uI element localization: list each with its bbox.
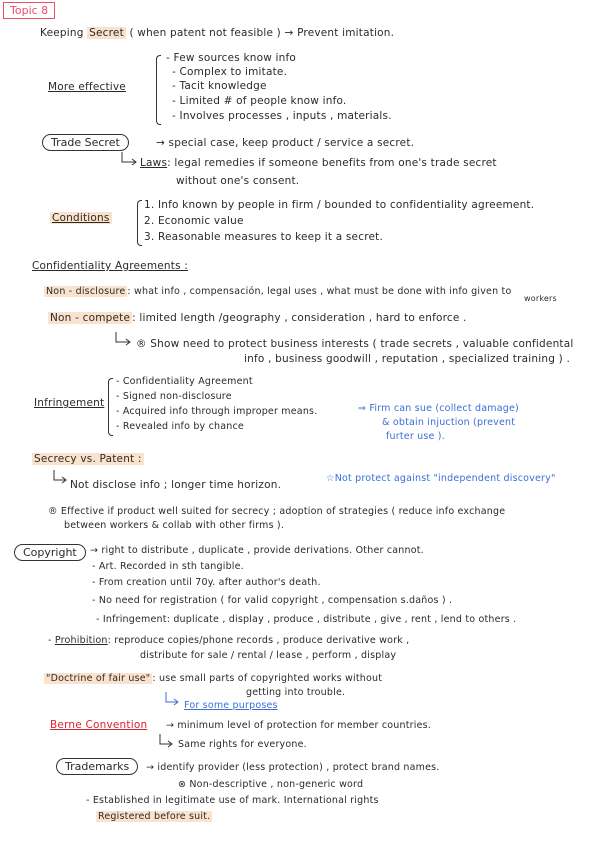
- condition-item: 3. Reasonable measures to keep it a secret.: [144, 231, 383, 243]
- laws-text-2: without one's consent.: [176, 175, 300, 187]
- topic-label: Topic 8: [3, 2, 55, 19]
- keeping-line: [40, 28, 394, 40]
- show-text: ® Show need to protect business interests ( trade secrets , valuable confidental: [136, 338, 574, 350]
- copyright-item: → right to distribute , duplicate , provide derivations. Other cannot.: [90, 545, 424, 556]
- show-text-2: info , business goodwill , reputation , specialized training ) .: [244, 353, 570, 365]
- fair-use-line-2: getting into trouble.: [246, 687, 346, 698]
- nondisclosure-text: : what info , compensación, legal uses , what must be done with info given to: [127, 286, 512, 297]
- secrecy-label: Secrecy vs. Patent :: [34, 453, 142, 465]
- berne-text-2: Same rights for everyone.: [178, 739, 307, 750]
- laws-line: [140, 158, 497, 170]
- confidentiality-heading: Confidentiality Agreements :: [32, 260, 189, 272]
- more-effective-item: - Involves processes , inputs , materials.: [172, 110, 392, 122]
- keeping-paren: ( when patent not feasible ): [129, 27, 281, 39]
- infringement-label: Infringement: [34, 397, 105, 409]
- noncompete-line: [48, 313, 467, 325]
- more-effective-label: More effective: [48, 81, 126, 93]
- show-arrow-icon: [114, 332, 134, 348]
- fair-use-purposes: For some purposes: [184, 700, 278, 711]
- condition-item: 2. Economic value: [144, 215, 244, 227]
- more-effective-item: - Few sources know info: [166, 52, 297, 64]
- infringement-item: - Acquired info through improper means.: [116, 406, 318, 417]
- copyright-item: - No need for registration ( for valid copyright , compensation s.daños ) .: [92, 595, 453, 606]
- trade-secret-label: Trade Secret: [42, 134, 129, 151]
- more-effective-brace: [156, 55, 161, 125]
- secrecy-effective-2: between workers & collab with other firms ).: [64, 520, 285, 531]
- conditions-brace: [137, 200, 142, 246]
- nondisclosure-line: [44, 287, 511, 297]
- secrecy-effective-1: ® Effective if product well suited for secrecy ; adoption of strategies ( reduce info exchange: [48, 506, 506, 517]
- laws-arrow-icon: [120, 152, 140, 168]
- prohibition-line-2: distribute for sale / rental / lease , perform , display: [140, 650, 397, 661]
- infringement-brace: [108, 378, 113, 436]
- copyright-item: - Infringement: duplicate , display , produce , distribute , give , rent , lend to others .: [96, 614, 517, 625]
- copyright-label: Copyright: [14, 544, 86, 561]
- copyright-item: - Art. Recorded in sth tangible.: [92, 561, 244, 572]
- keeping-arrow: →: [284, 27, 294, 39]
- more-effective-item: - Limited # of people know info.: [172, 95, 347, 107]
- more-effective-item: - Tacit knowledge: [172, 80, 267, 92]
- laws-label: Laws: [140, 157, 168, 169]
- trademarks-text-1: → identify provider (less protection) , protect brand names.: [146, 762, 440, 773]
- infringement-note-2: & obtain injuction (prevent: [382, 417, 516, 428]
- secrecy-line-1: Not disclose info ; longer time horizon.: [70, 479, 282, 491]
- infringement-item: - Confidentiality Agreement: [116, 376, 253, 387]
- fair-use-arrow-icon: [164, 692, 182, 708]
- infringement-item: - Signed non-disclosure: [116, 391, 232, 402]
- fair-use-line: "Doctrine of fair use" : use small parts of copyrighted works without: [46, 673, 383, 684]
- infringement-arrow: ⇒: [358, 403, 367, 414]
- noncompete-text: : limited length /geography , consideration , hard to enforce .: [132, 312, 467, 324]
- trade-secret-desc: → special case, keep product / service a secret.: [156, 137, 415, 149]
- trademarks-text-4: Registered before suit.: [98, 811, 211, 822]
- berne-label: Berne Convention: [50, 719, 148, 731]
- secrecy-star-note: ☆Not protect against "independent discovery": [326, 473, 556, 484]
- trademarks-label: Trademarks: [56, 758, 138, 775]
- infringement-item: - Revealed info by chance: [116, 421, 244, 432]
- trademarks-text-2: ⊗ Non-descriptive , non-generic word: [178, 779, 364, 790]
- copyright-item: - From creation until 70y. after author's death.: [92, 577, 321, 588]
- more-effective-item: - Complex to imitate.: [172, 66, 288, 78]
- prohibition-line: - Prohibition: reproduce copies/phone records , produce derivative work ,: [48, 635, 410, 646]
- secrecy-arrow-icon: [52, 470, 70, 486]
- noncompete-label: Non - compete: [50, 312, 131, 324]
- infringement-note-1: ⇒ Firm can sue (collect damage): [358, 403, 519, 414]
- laws-text: : legal remedies if someone benefits from one's trade secret: [167, 157, 497, 169]
- fair-use-label: "Doctrine of fair use": [46, 673, 151, 684]
- keeping-lead: Keeping: [40, 27, 84, 39]
- condition-item: 1. Info known by people in firm / bounded to confidentiality agreement.: [144, 199, 535, 211]
- berne-text-1: → minimum level of protection for member countries.: [166, 720, 432, 731]
- nondisclosure-label: Non - disclosure: [46, 286, 126, 297]
- berne-arrow-icon: [158, 734, 176, 750]
- trademarks-text-3: - Established in legitimate use of mark. International rights: [86, 795, 379, 806]
- prohibition-label: Prohibition: [54, 635, 108, 646]
- nondisclosure-tail: workers: [524, 294, 557, 303]
- keeping-result: Prevent imitation.: [297, 27, 395, 39]
- conditions-label: Conditions: [52, 212, 110, 224]
- keeping-secret: Secret: [89, 27, 124, 39]
- infringement-note-3: furter use ).: [386, 431, 445, 442]
